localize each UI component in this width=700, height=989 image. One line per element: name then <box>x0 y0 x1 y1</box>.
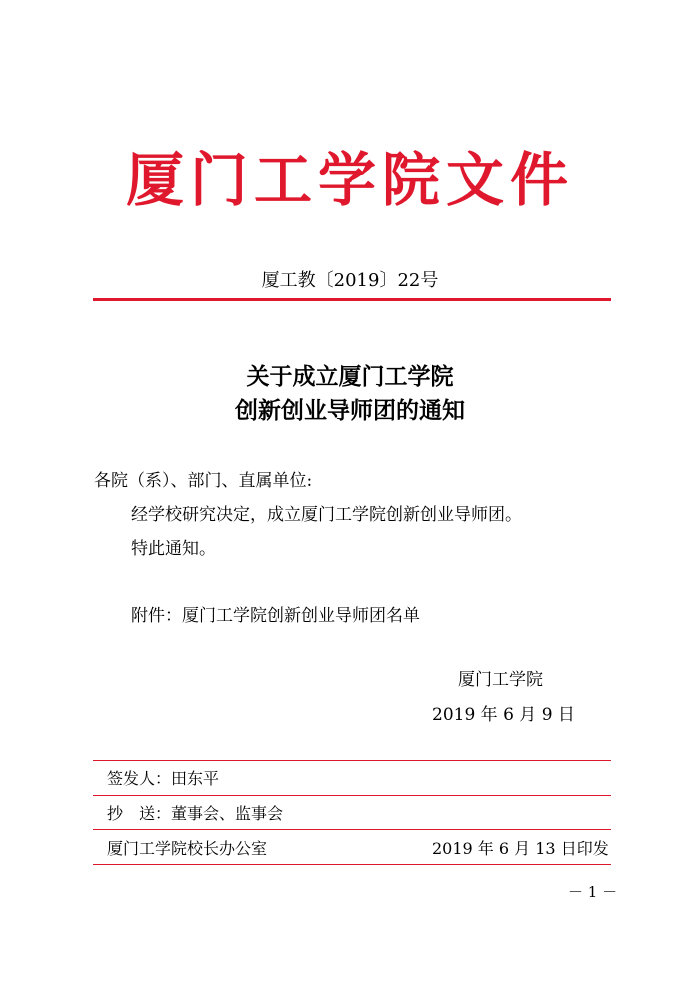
page-number: － 1 － <box>568 883 618 901</box>
footer-rule-1 <box>93 795 611 796</box>
print-date: 2019 年 6 月 13 日印发 <box>432 839 609 858</box>
body-paragraph-1: 经学校研究决定，成立厦门工学院创新创业导师团。 <box>131 505 522 525</box>
signature-org: 厦门工学院 <box>458 670 543 690</box>
cc-label: 抄 送： <box>107 804 172 823</box>
cc-value: 董事会、监事会 <box>171 804 284 823</box>
document-number: 厦工教〔2019〕22号 <box>261 270 439 291</box>
issuer-line <box>107 768 219 790</box>
salutation: 各院（系）、部门、直属单位: <box>94 471 313 491</box>
issuing-office: 厦门工学院校长办公室 <box>107 839 268 858</box>
footer-rule-2 <box>93 829 611 830</box>
header-divider <box>93 298 611 301</box>
subject-line-1: 关于成立厦门工学院 <box>246 363 454 390</box>
footer-rule-bottom <box>93 864 611 865</box>
signature-date: 2019 年 6 月 9 日 <box>432 705 575 725</box>
body-paragraph-2: 特此通知。 <box>131 539 216 559</box>
footer-rule-top <box>93 760 611 761</box>
issuer-label: 签发人： <box>107 769 172 788</box>
issuer-name: 田东平 <box>171 769 220 788</box>
subject-line-2: 创新创业导师团的通知 <box>235 397 465 424</box>
document-title: 厦门工学院文件 <box>125 146 574 214</box>
attachment-line: 附件：厦门工学院创新创业导师团名单 <box>131 606 420 626</box>
cc-line <box>107 803 283 825</box>
